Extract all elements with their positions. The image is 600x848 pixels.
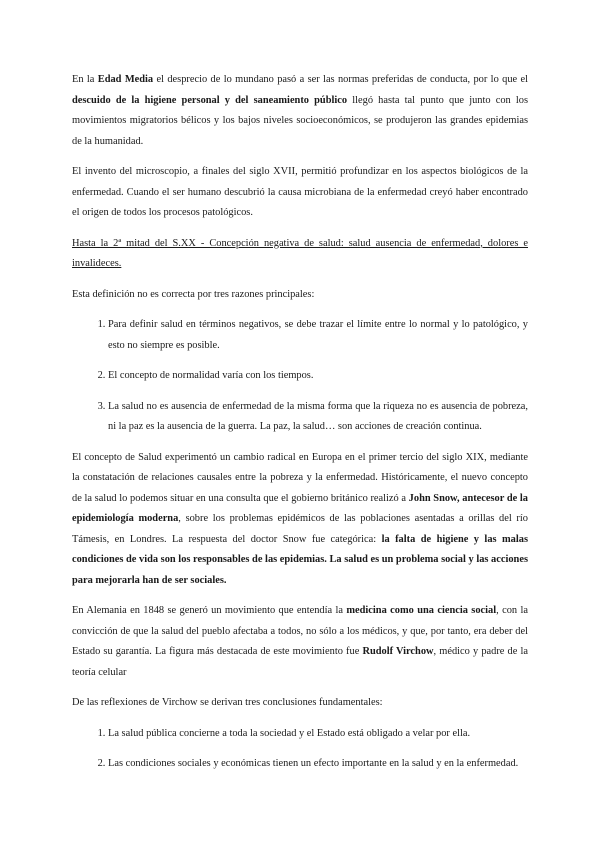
text: El concepto de Salud experimentó un cambio radical en Europa en el primer tercio del siglo XIX, mediante la constatación de relaciones causales entre la pobreza y la enfermedad. Históricamente, el nuevo concepto de la salud lo podemos situar en una consulta que el gobierno británico realizó a xyxy=(72,451,528,504)
paragraph-john-snow xyxy=(72,448,528,592)
bold-text: descuido de la higiene personal y del saneamiento público xyxy=(72,94,348,106)
list-item: 2. Las condiciones sociales y económicas tienen un efecto importante en la salud y en la enfermedad. xyxy=(108,754,528,775)
list-item: 3. La salud no es ausencia de enfermedad de la misma forma que la riqueza no es ausencia de pobreza, ni la paz es la ausencia de la guerra. La paz, la salud… son acciones de creación continua. xyxy=(108,397,528,438)
text: En Alemania en 1848 se generó un movimiento que entendía la xyxy=(72,605,347,616)
reasons-list xyxy=(72,315,528,438)
conclusions-list xyxy=(72,724,528,775)
bold-text: Rudolf Virchow xyxy=(362,646,434,657)
paragraph-alemania xyxy=(72,601,528,683)
text: , médico y padre de la teoría celular xyxy=(72,646,528,678)
paragraph-edad-media xyxy=(72,70,528,152)
bold-text: medicina como una ciencia social xyxy=(346,605,497,616)
text: llegó hasta tal punto que junto con los movimientos migratorios bélicos y los bajos niveles socioeconómicos, se produjeron las grandes epidemias de la humanidad. xyxy=(72,94,528,147)
text: En la xyxy=(72,74,98,85)
text: el desprecio de lo mundano pasó a ser las normas preferidas de conducta, por lo que el xyxy=(153,74,528,85)
text: , con la convicción de que la salud del pueblo afectaba a todos, no sólo a los médicos, y que, por tanto, era deber del Estado su garantía. La figura más destacada de este movimiento fue xyxy=(72,605,528,657)
paragraph-virchow: De las reflexiones de Virchow se derivan tres conclusiones fundamentales: xyxy=(72,697,383,708)
paragraph-microscopio: El invento del microscopio, a finales del siglo XVII, permitió profundizar en los aspectos biológicos de la enfermedad. Cuando el ser humano descubrió la causa microbiana de la enfermedad creyó haber encontrado el origen de todos los procesos patológicos. xyxy=(72,166,528,218)
list-item: 1. La salud pública concierne a toda la sociedad y el Estado está obligado a velar por ella. xyxy=(108,724,528,745)
section-heading: Hasta la 2ª mitad del S.XX - Concepción negativa de salud: salud ausencia de enfermedad, dolores e invalideces. xyxy=(72,237,528,269)
list-item: 2. El concepto de normalidad varía con los tiempos. xyxy=(108,366,528,387)
bold-text: la falta de higiene y las malas condiciones de vida son los responsables de las epidemias. La salud es un problema social y las acciones para mejorarla han de ser sociales. xyxy=(72,533,528,586)
document-page xyxy=(72,70,528,785)
text: , sobre los problemas epidémicos de las poblaciones asentadas a orillas del río Támesis, en Londres. La respuesta del doctor Snow fue categórica: xyxy=(72,513,528,545)
bold-text: Edad Media xyxy=(97,74,154,85)
bold-text: John Snow, antecesor de la epidemiología moderna xyxy=(72,492,528,524)
paragraph-definicion: Esta definición no es correcta por tres razones principales: xyxy=(72,288,315,300)
list-item: 1. Para definir salud en términos negativos, se debe trazar el límite entre lo normal y lo patológico, y esto no siempre es posible. xyxy=(108,315,528,356)
